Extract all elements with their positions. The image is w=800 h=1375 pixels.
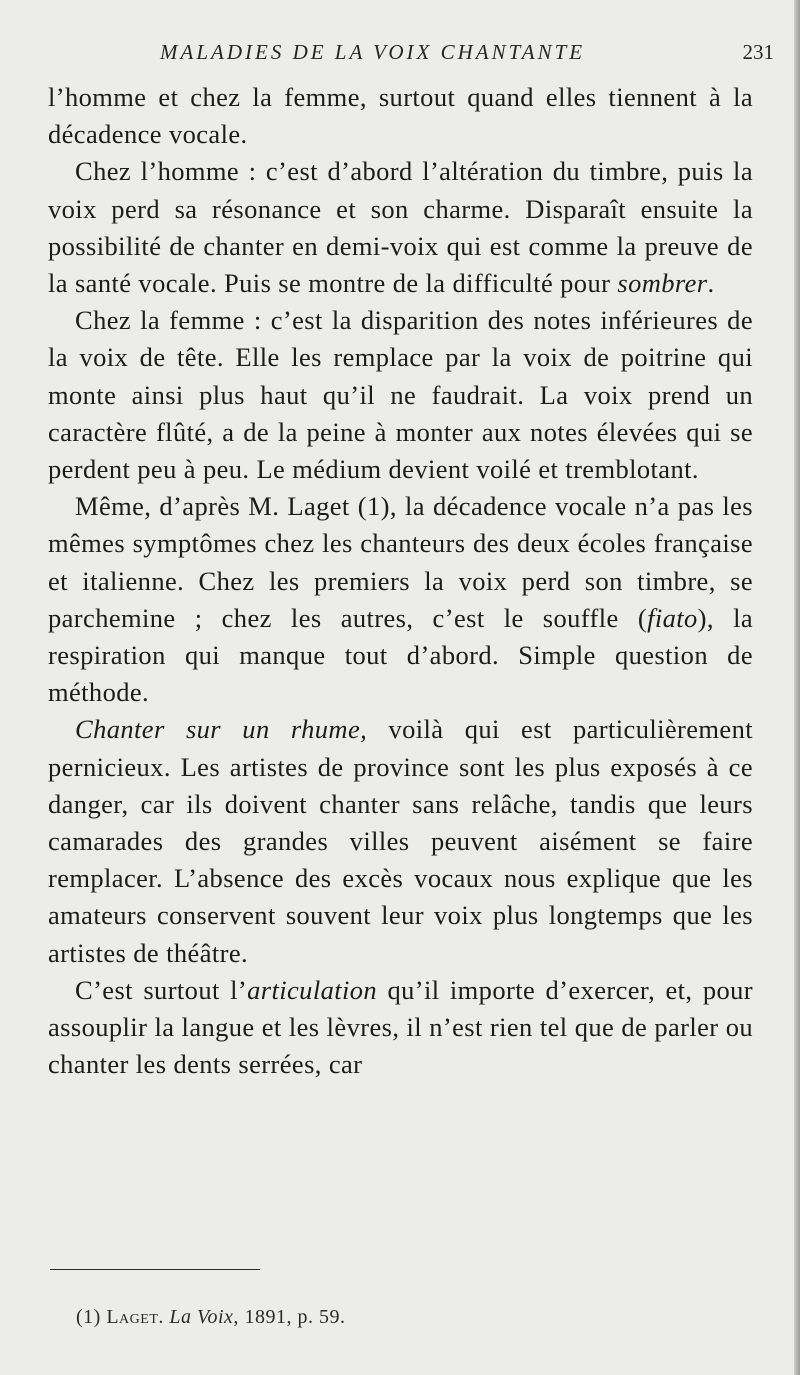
footnote-citation: 1891, p. 59. (238, 1306, 346, 1328)
paragraph-4-emphasis: fiato (647, 602, 698, 633)
paragraph-5-text: voilà qui est particulièrement pernicieux. Les artistes de province sont les plus exposés à ce danger, car ils doivent chanter sans relâche, tandis que leurs camarades des grandes villes peuvent aisément se faire remplacer. L’absence des excès vocaux nous explique que les amateurs conservent souvent leur voix plus longtemps que les artistes de théâtre. (48, 714, 754, 968)
paragraph-2-end: . (707, 268, 715, 299)
paragraph-6-text-a: C’est surtout l’ (75, 974, 248, 1005)
paragraph-6-text-b: qu’il importe d’exercer, et, pour assouplir la langue et les lèvres, il n’est rien tel que de parler ou chanter les dents serrées, car (48, 974, 754, 1080)
page-edge-shadow (794, 0, 800, 1375)
footnote-rule (50, 1269, 260, 1270)
footnote-marker: (1) (76, 1306, 107, 1328)
footnote (76, 1306, 345, 1329)
footnote-title: La Voix, (169, 1306, 239, 1328)
paragraph-2 (48, 153, 753, 302)
paragraph-1-text: l’homme et chez la femme, surtout quand elles tiennent à la décadence vocale. (48, 82, 753, 150)
paragraph-3 (48, 302, 753, 488)
paragraph-1 (48, 79, 753, 153)
paragraph-3-text: Chez la femme : c’est la disparition des notes inférieures de la voix de tête. Elle les remplace par la voix de poitrine qui monte ainsi plus haut qu’il ne faudrait. La voix prend un caractère flûté, a de la peine à monter aux notes élevées qui se perdent peu à peu. Le médium devient voilé et tremblotant. (48, 305, 753, 485)
paragraph-5 (48, 711, 753, 971)
paragraph-4-text-b: ), la respiration qui manque tout d’abord. Simple question de méthode. (48, 602, 753, 708)
running-title: MALADIES DE LA VOIX CHANTANTE (160, 40, 586, 64)
page-number: 231 (742, 40, 774, 64)
footnote-author: Laget (106, 1306, 159, 1328)
footnote-separator: . (158, 1306, 170, 1328)
main-text (48, 79, 753, 1083)
paragraph-5-emphasis: Chanter sur un rhume, (75, 714, 368, 745)
paragraph-4-text-a: Même, d’après M. Laget (1), la décadence vocale n’a pas les mêmes symptômes chez les chanteurs des deux écoles française et italienne. Chez les premiers la voix perd son timbre, se parchemine ; chez les autres, c’est le souffle ( (48, 491, 753, 633)
paragraph-6-emphasis: articulation (247, 974, 378, 1005)
paragraph-6 (48, 972, 753, 1084)
paragraph-4 (48, 488, 753, 711)
page-header (48, 38, 780, 68)
paragraph-2-text: Chez l’homme : c’est d’abord l’altération du timbre, puis la voix perd sa résonance et son charme. Disparaît ensuite la possibilité de chanter en demi-voix qui est comme la preuve de la santé vocale. Puis se montre de la difficulté pour (48, 156, 753, 299)
paragraph-2-emphasis: sombrer (617, 268, 708, 299)
